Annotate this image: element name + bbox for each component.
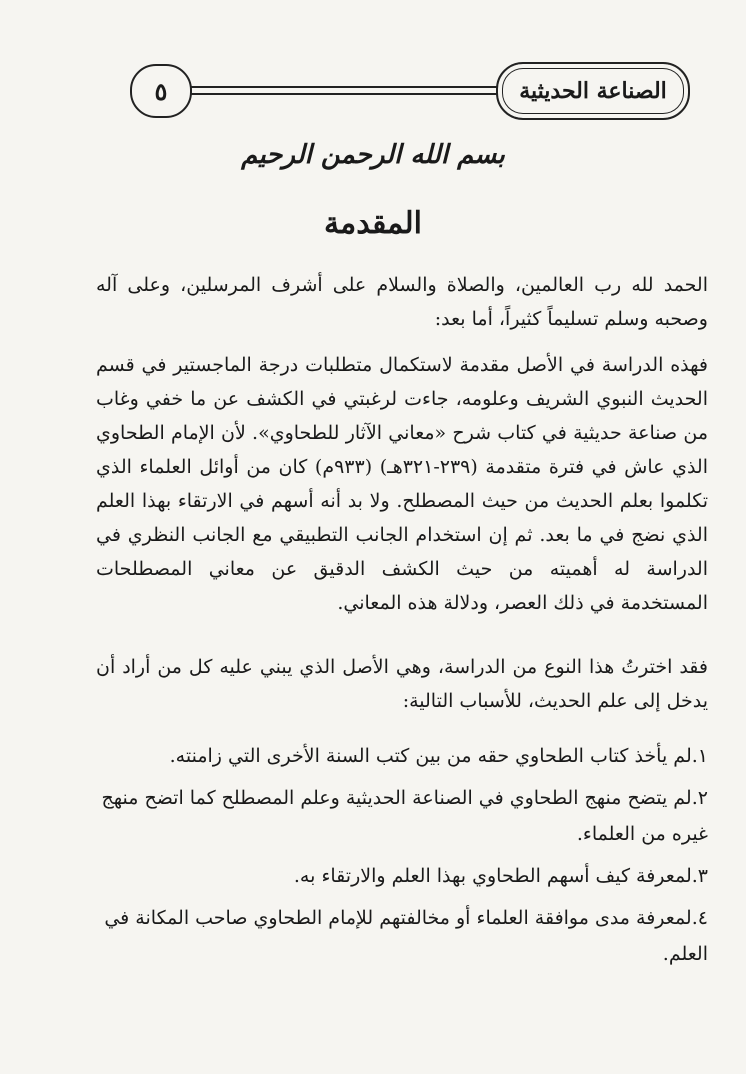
basmala: بسم الله الرحمن الرحيم: [241, 140, 505, 170]
paragraph-intro: فهذه الدراسة في الأصل مقدمة لاستكمال متطلبات درجة الماجستير في قسم الحديث النبوي الشريف وعلومه، جاءت لرغبتي في الكشف عن ما خفي وغاب من صناعة حديثية في كتاب شرح «معاني الآثار للطحاوي». لأن الإمام الطحاوي الذي عاش في فترة متقدمة (٢٣٩-٣٢١هـ) (٩٣٣م) كان من أوائل العلماء الذي تكلموا بعلم الحديث من حيث المصطلح. ولا بد أنه أسهم في الارتقاء بهذا العلم الذي نضج في ما بعد. ثم إن استخدام الجانب التطبيقي مع الجانب النظري في الدراسة له أهميته من حيث الكشف الدقيق عن معاني المصطلحات المستخدمة في ذلك العصر، ودلالة هذه المعاني.: [96, 354, 708, 614]
list-item: [96, 780, 708, 852]
list-item-text: لمعرفة كيف أسهم الطحاوي بهذا العلم والارتقاء به.: [293, 865, 692, 887]
list-item-number: ٣.: [691, 865, 708, 887]
list-item: [96, 856, 708, 896]
list-item-text: لمعرفة مدى موافقة العلماء أو مخالفتهم للإمام الطحاوي صاحب المكانة في العلم.: [104, 907, 708, 965]
page-number: ٥: [130, 64, 192, 118]
list-item-text: لم يأخذ كتاب الطحاوي حقه من بين كتب السنة الأخرى التي زامنته.: [169, 745, 692, 767]
list-item-text: لم يتضح منهج الطحاوي في الصناعة الحديثية وعلم المصطلح كما اتضح منهج غيره من العلماء.: [101, 787, 708, 845]
reasons-list: [96, 736, 708, 972]
paragraph-reasons-lead: فقد اخترتُ هذا النوع من الدراسة، وهي الأصل الذي يبني عليه كل من أراد أن يدخل إلى علم الحديث، للأسباب التالية:: [96, 656, 708, 712]
paragraph-opening: الحمد لله رب العالمين، والصلاة والسلام على أشرف المرسلين، وعلى آله وصحبه وسلم تسليماً كثيراً، أما بعد:: [96, 274, 708, 330]
list-item-number: ١.: [691, 745, 708, 767]
section-heading: المقدمة: [324, 206, 422, 241]
header-rule: [190, 86, 500, 88]
running-title: الصناعة الحديثية: [496, 62, 690, 120]
list-item-number: ٢.: [691, 787, 708, 809]
header-rule: [190, 93, 500, 95]
list-item: [96, 736, 708, 776]
list-item-number: ٤.: [691, 907, 708, 929]
list-item: [96, 900, 708, 972]
page-header: [130, 62, 690, 118]
